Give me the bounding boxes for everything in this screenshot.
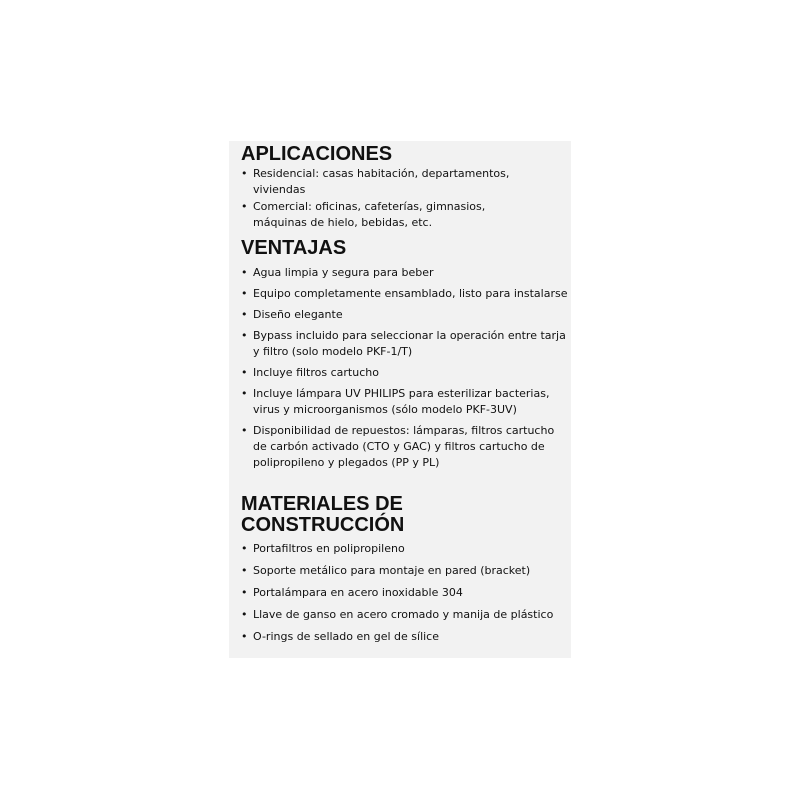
list-item: • Soporte metálico para montaje en pared (bracket) <box>241 564 531 577</box>
bullet-icon: • <box>241 608 248 621</box>
bullet-icon: • <box>241 630 248 643</box>
bullet-icon: • <box>241 287 248 300</box>
list-materiales <box>241 541 571 645</box>
bullet-icon: • <box>241 308 248 321</box>
section-title-aplicaciones: APLICACIONES <box>241 143 393 165</box>
bullet-icon: • <box>241 564 248 577</box>
list-item: • Agua limpia y segura para beber <box>241 266 434 279</box>
bullet-icon: • <box>241 542 248 555</box>
list-aplicaciones <box>241 166 511 231</box>
list-item: • Equipo completamente ensamblado, listo para instalarse <box>241 287 568 300</box>
list-item: • Portalámpara en acero inoxidable 304 <box>241 586 463 599</box>
list-item: • Comercial: oficinas, cafeterías, gimnasios, máquinas de hielo, bebidas, etc. <box>241 200 486 229</box>
bullet-icon: • <box>241 387 248 400</box>
list-item: • Residencial: casas habitación, departamentos, viviendas <box>241 167 510 196</box>
bullet-icon: • <box>241 200 248 213</box>
bullet-icon: • <box>241 366 248 379</box>
bullet-icon: • <box>241 586 248 599</box>
list-item: • Portafiltros en polipropileno <box>241 542 405 555</box>
bullet-icon: • <box>241 266 248 279</box>
section-title-ventajas: VENTAJAS <box>241 237 347 259</box>
bullet-icon: • <box>241 424 248 437</box>
section-title-materiales: MATERIALES DE CONSTRUCCIÓN <box>241 493 405 536</box>
list-ventajas <box>241 265 571 471</box>
list-item: • Bypass incluido para seleccionar la operación entre tarja y filtro (solo modelo PKF-1/T) <box>241 329 566 358</box>
section-ventajas <box>241 238 571 471</box>
list-item: • Incluye filtros cartucho <box>241 366 379 379</box>
section-materiales <box>241 494 571 645</box>
list-item: • O-rings de sellado en gel de sílice <box>241 630 440 643</box>
bullet-icon: • <box>241 329 248 342</box>
list-item: • Diseño elegante <box>241 308 343 321</box>
list-item: • Incluye lámpara UV PHILIPS para esterilizar bacterias, virus y microorganismos (sólo modelo PKF-3UV) <box>241 387 550 416</box>
document-content <box>241 144 571 651</box>
bullet-icon: • <box>241 167 248 180</box>
list-item: • Llave de ganso en acero cromado y manija de plástico <box>241 608 554 621</box>
section-aplicaciones <box>241 144 571 231</box>
list-item: • Disponibilidad de repuestos: lámparas, filtros cartucho de carbón activado (CTO y GAC) y filtros cartucho de polipropileno y plegados (PP y PL) <box>241 424 555 469</box>
